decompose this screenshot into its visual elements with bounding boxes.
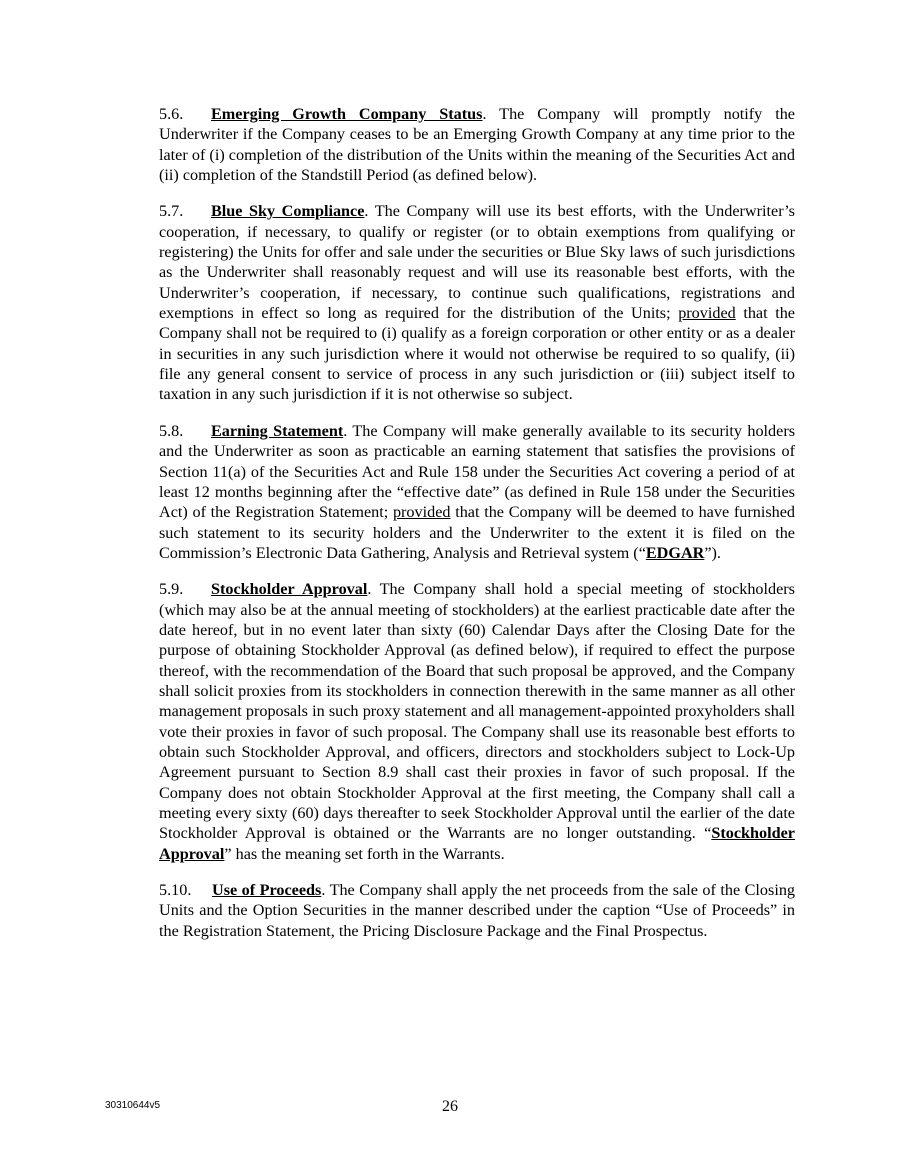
- section-text: that the Company shall not be required to (i) qualify as a foreign corporation or other entity or as a dealer in securities in any such jurisdiction where it would not otherwise be required to so qualify, (ii) file any general consent to service of process in any such jurisdiction or (iii) subject itself to taxation in any such jurisdiction if it is not otherwise so subject.: [159, 304, 795, 404]
- section-text: . The Company will make generally available to its security holders and the Underwriter as soon as practicable an earning statement that satisfies the provisions of Section 11(a) of the Securities Act and Rule 158 under the Securities Act covering a period of at least 12 months beginning after the “effective date” (as defined in Rule 158 under the Securities Act) of the Registration Statement;: [159, 421, 796, 522]
- section-text: . The Company will use its best efforts, with the Underwriter’s cooperation, if necessary, to qualify or register (or to obtain exemptions from qualifying or registering) the Units for offer and sale under the securities or Blue Sky laws of such jurisdictions as the Underwriter shall reasonably request and will use its reasonable best efforts, with the Underwriter’s cooperation, if necessary, to continue such qualifications, registrations and exemptions in effect so long as required for the distribution of the Units;: [159, 202, 795, 323]
- section-5-8: [159, 421, 795, 563]
- section-number: 5.6.: [159, 105, 184, 123]
- section-text: that the Company will be deemed to have furnished such statement to its security holders and the Underwriter to the extent it is filed on the Commission’s Electronic Data Gathering, Analysis and Retrieval system (“: [159, 503, 795, 562]
- provided-term: provided: [678, 304, 736, 323]
- section-heading: Stockholder Approval: [211, 580, 368, 599]
- section-heading: Use of Proceeds: [212, 881, 322, 900]
- section-5-9: [159, 579, 795, 864]
- section-text: . The Company shall hold a special meeting of stockholders (which may also be at the annual meeting of stockholders) at the earliest practicable date after the date hereof, but in no event later than sixty (60) Calendar Days after the Closing Date for the purpose of obtaining Stockholder Approval (as defined below), if required to effect the purpose thereof, with the recommendation of the Board that such proposal be approved, and the Company shall solicit proxies from its stockholders in connection therewith in the same manner as all other management proposals in such proxy statement and all management-appointed proxyholders shall vote their proxies in favor of such proposal. The Company shall use its reasonable best efforts to obtain such Stockholder Approval, and officers, directors and stockholders subject to Lock-Up Agreement pursuant to Section 8.9 shall cast their proxies in favor of such proposal. If the Company does not obtain Stockholder Approval at the first meeting, the Company shall call a meeting every sixty (60) days thereafter to seek Stockholder Approval until the earlier of the date Stockholder Approval is obtained or the Warrants are no longer outstanding. “: [159, 580, 795, 843]
- section-text: ”).: [704, 543, 721, 562]
- section-5-6: [159, 104, 795, 185]
- page-number: 26: [442, 1098, 458, 1115]
- section-number: 5.7.: [159, 202, 184, 221]
- section-5-7: [159, 201, 795, 404]
- document-id: 30310644v5: [105, 1100, 161, 1111]
- defined-term: EDGAR: [645, 543, 705, 562]
- section-number: 5.8.: [159, 421, 184, 440]
- section-number: 5.10.: [159, 881, 192, 900]
- defined-term: Stockholder Approval: [159, 824, 795, 863]
- section-5-10: [159, 880, 795, 941]
- provided-term: provided: [392, 503, 451, 522]
- section-number: 5.9.: [159, 580, 184, 599]
- section-heading: Emerging Growth Company Status: [211, 105, 483, 123]
- section-text: ” has the meaning set forth in the Warrants.: [224, 844, 505, 863]
- document-body: [159, 104, 795, 957]
- section-text: . The Company shall apply the net proceeds from the sale of the Closing Units and the Option Securities in the manner described under the caption “Use of Proceeds” in the Registration Statement, the Pricing Disclosure Package and the Final Prospectus.: [159, 881, 796, 940]
- section-heading: Earning Statement: [211, 421, 344, 440]
- section-text: . The Company will promptly notify the Underwriter if the Company ceases to be an Emerging Growth Company at any time prior to the later of (i) completion of the distribution of the Units within the meaning of the Securities Act and (ii) completion of the Standstill Period (as defined below).: [159, 105, 795, 185]
- section-heading: Blue Sky Compliance: [211, 202, 365, 221]
